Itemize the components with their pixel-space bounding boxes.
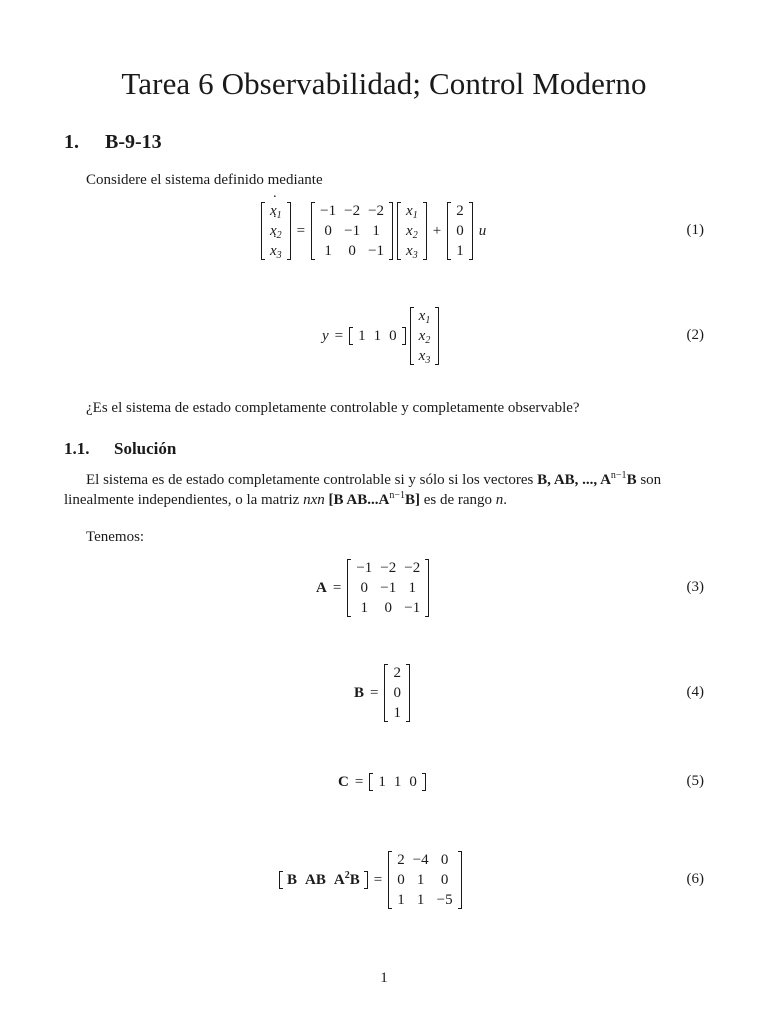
- subsection-number: 1.1.: [64, 439, 90, 458]
- matrix-cell: −2: [368, 203, 385, 219]
- input-symbol: u: [478, 222, 487, 239]
- solution-paragraph: [64, 470, 704, 510]
- matrix-cell: −2: [380, 560, 397, 576]
- section-number: 1.: [64, 131, 79, 153]
- state-derivative-vector: [261, 201, 291, 261]
- matrix-cell: 0: [409, 774, 417, 790]
- controllability-matrix-lhs: [279, 870, 368, 890]
- tenemos-text: Tenemos:: [86, 529, 145, 545]
- matrix-cell: 1: [416, 872, 425, 888]
- matrix-cell: 0: [360, 580, 369, 596]
- matrix-cell: 0: [393, 685, 401, 701]
- equation-number: (6): [686, 871, 704, 887]
- solution-line-2: [64, 490, 704, 510]
- equation-number: (3): [686, 579, 704, 595]
- matrix-cell: 1: [393, 705, 401, 721]
- vectors-list: B, AB, ..., A: [537, 472, 611, 488]
- matrix-label: A: [316, 579, 327, 596]
- matrix-cell: 1: [397, 892, 405, 908]
- output-matrix-row: [349, 326, 406, 346]
- equation-number: (2): [686, 327, 704, 343]
- question-text: ¿Es el sistema de estado completamente controlable y completamente observable?: [86, 400, 580, 416]
- matrix-c: [369, 772, 426, 792]
- equation-2: [322, 305, 439, 367]
- matrix-cell: $x_3$ ˙: [266, 241, 286, 261]
- text-run: El sistema es de estado completamente controlable si y sólo si los vectores: [86, 472, 538, 488]
- matrix-cell: 0: [456, 223, 464, 239]
- equals-sign: =: [354, 773, 364, 790]
- controllability-matrix-end: B]: [404, 492, 420, 508]
- state-vector: [410, 306, 440, 366]
- matrix-a: [347, 558, 429, 618]
- equation-3: [316, 557, 429, 619]
- equals-sign: =: [334, 327, 344, 344]
- matrix-cell: 1: [358, 328, 366, 344]
- matrix-cell: $x_1$: [418, 308, 431, 326]
- equation-number: (4): [686, 684, 704, 700]
- section-heading: [64, 131, 162, 154]
- matrix-cell: 0: [384, 600, 393, 616]
- matrix-cell: 1: [360, 600, 369, 616]
- matrix-cell: 1: [372, 223, 380, 239]
- matrix-cell: $x_3$: [406, 243, 418, 261]
- matrix-cell: $x_2$: [418, 328, 431, 346]
- matrix-cell: 1: [393, 774, 402, 790]
- matrix-cell: −2: [404, 560, 421, 576]
- exponent: 2: [344, 870, 350, 881]
- equals-sign: =: [373, 871, 383, 888]
- input-matrix: [447, 201, 473, 261]
- matrix-cell: −5: [436, 892, 453, 908]
- exponent: n−1: [610, 470, 627, 481]
- matrix-cell: $x_1$: [406, 203, 418, 221]
- subsection-title: Solución: [114, 439, 177, 458]
- matrix-cell: 0: [397, 872, 405, 888]
- matrix-cell: 1: [324, 243, 332, 259]
- equation-number: (1): [686, 222, 704, 238]
- equals-sign: =: [370, 684, 379, 701]
- symbol-b: B: [349, 872, 360, 888]
- matrix-cell: 1: [408, 580, 416, 596]
- rank-symbol: n: [495, 492, 504, 508]
- equals-sign: =: [332, 579, 342, 596]
- matrix-cell: −2: [344, 203, 361, 219]
- matrix-cell: $x_3$: [418, 348, 431, 366]
- matrix-cell: −1: [380, 580, 397, 596]
- vector-b: B: [626, 472, 637, 488]
- text-run: es de rango: [419, 492, 496, 508]
- matrix-cell: $x_2$: [406, 223, 418, 241]
- matrix-cell: 0: [324, 223, 332, 239]
- matrix-cell: −4: [412, 852, 429, 868]
- equation-5: [338, 770, 426, 794]
- system-matrix: [311, 201, 393, 261]
- controllability-matrix-result: [388, 850, 461, 910]
- matrix-b: [384, 663, 410, 723]
- exponent: n−1: [389, 490, 405, 501]
- matrix-cell: −1: [320, 203, 337, 219]
- intro-text: Considere el sistema definido mediante: [86, 172, 323, 188]
- matrix-cell: 1: [456, 243, 464, 259]
- matrix-cell: 1: [416, 892, 425, 908]
- equation-1: [261, 200, 486, 262]
- page-number: 1: [380, 970, 388, 986]
- text-run: linealmente independientes, o la matriz: [64, 492, 304, 508]
- plus-sign: +: [432, 222, 442, 239]
- equation-number: (5): [686, 773, 704, 789]
- document-title: Tarea 6 Observabilidad; Control Moderno: [121, 66, 647, 101]
- matrix-cell: −1: [344, 223, 361, 239]
- matrix-label: C: [338, 773, 349, 790]
- section-title: B-9-13: [105, 131, 162, 153]
- matrix-cell: −1: [404, 600, 421, 616]
- matrix-cell: 2: [456, 203, 464, 219]
- matrix-cell: 0: [440, 852, 449, 868]
- controllability-matrix: [B AB...A: [328, 492, 390, 508]
- matrix-cell: 0: [389, 328, 397, 344]
- equals-sign: =: [296, 222, 306, 239]
- matrix-cell: 2: [393, 665, 401, 681]
- matrix-cell: 2: [397, 852, 405, 868]
- equation-4: [354, 662, 410, 724]
- matrix-cell: 1: [373, 328, 382, 344]
- subsection-heading: [64, 439, 176, 459]
- solution-line-1: [64, 470, 704, 490]
- text-run: .: [503, 492, 508, 508]
- output-symbol: y: [322, 327, 329, 344]
- matrix-cell: [330, 870, 364, 890]
- state-vector: [397, 201, 427, 261]
- matrix-cell: B: [287, 872, 298, 888]
- matrix-cell: 1: [378, 774, 386, 790]
- matrix-cell: $x_1$ ˙: [266, 201, 286, 221]
- matrix-cell: −1: [368, 243, 385, 259]
- text-run: son: [636, 472, 662, 488]
- matrix-cell: 0: [348, 243, 356, 259]
- matrix-cell: −1: [356, 560, 373, 576]
- symbol-a: A: [333, 872, 345, 888]
- matrix-size: nxn: [303, 492, 325, 508]
- matrix-label: B: [354, 684, 365, 701]
- matrix-cell: $x_2$ ˙: [266, 221, 286, 241]
- matrix-cell: AB: [305, 872, 326, 888]
- matrix-cell: 0: [440, 872, 449, 888]
- equation-6: [279, 849, 462, 911]
